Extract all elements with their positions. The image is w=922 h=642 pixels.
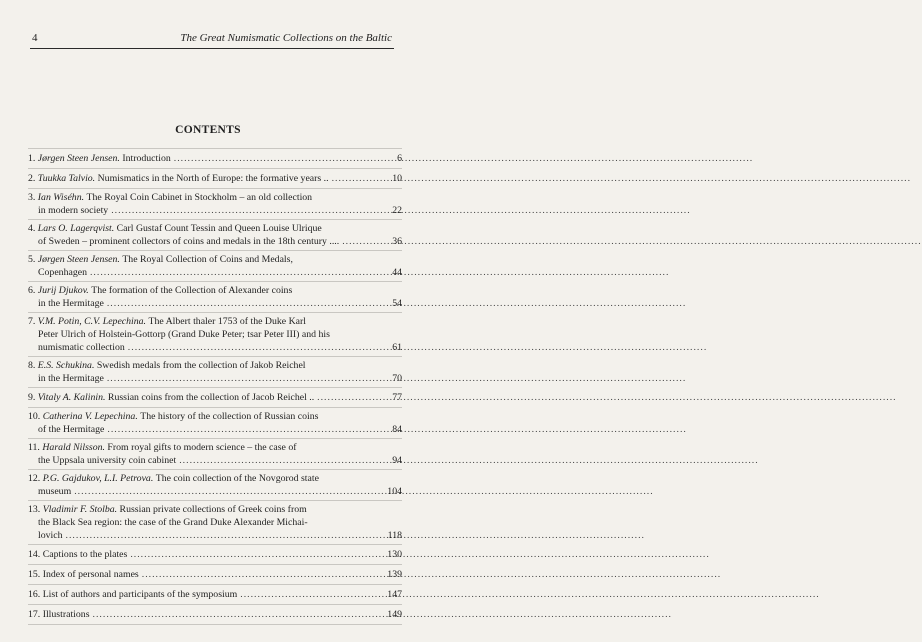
toc-entry-title: Index of personal names	[42, 569, 139, 580]
toc-entry-title: Numismatics in the North of Europe: the formative years ..	[97, 173, 329, 184]
toc-entry-line	[28, 516, 402, 529]
toc-entry-text	[28, 588, 372, 601]
toc-entry-text	[38, 454, 372, 467]
toc-entry-line	[28, 529, 402, 542]
toc-entry-text	[38, 372, 372, 385]
toc-entry-line	[28, 410, 402, 423]
toc-entry-page: 130	[387, 549, 402, 560]
toc-entry-number: 2.	[28, 173, 38, 184]
toc-entry-author: V.M. Potin, C.V. Lepechina.	[37, 316, 149, 327]
toc-entry-line	[28, 284, 402, 297]
page-number: 4	[32, 32, 38, 44]
toc-entry	[28, 407, 402, 438]
toc-entry	[28, 387, 402, 407]
toc-entry-author: Tuukka Talvio.	[37, 173, 98, 184]
toc-entry-text	[28, 608, 372, 621]
toc-entry-text	[38, 516, 372, 529]
dot-leader	[66, 529, 370, 542]
dot-leader	[93, 608, 369, 621]
toc-entry-page: 77	[392, 392, 402, 403]
toc-entry-author: Jurij Djukov.	[37, 285, 92, 296]
toc-entry	[28, 250, 402, 281]
toc-entry-title: in the Hermitage	[38, 298, 104, 309]
toc-entry-number: 16.	[28, 589, 43, 600]
toc-entry-page: 44	[392, 267, 402, 278]
toc-entry-line	[28, 328, 402, 341]
toc-entry-line	[28, 315, 402, 328]
dot-leader	[240, 588, 369, 601]
dot-leader	[179, 454, 369, 467]
toc-entry-title: List of authors and participants of the symposium	[42, 589, 238, 600]
toc-entry-page: 36	[392, 236, 402, 247]
toc-entry-page: 94	[392, 455, 402, 466]
toc-entry-text	[38, 485, 372, 498]
toc-entry-number: 13.	[28, 504, 43, 515]
dot-leader	[107, 372, 369, 385]
toc-entry-page: 139	[387, 569, 402, 580]
toc-entry-author: E.S. Schukina.	[37, 360, 97, 371]
toc-entry-title: Introduction	[122, 153, 171, 164]
toc-entry-title: of the Hermitage	[38, 424, 105, 435]
toc-entry-author: Vladimir F. Stolba.	[42, 504, 120, 515]
toc-entry-title: numismatic collection	[38, 342, 125, 353]
toc-entry-number: 6.	[28, 285, 38, 296]
toc-entry-title: The coin collection of the Novgorod state	[155, 473, 319, 484]
toc-entry-author: P.G. Gajdukov, L.I. Petrova.	[42, 473, 156, 484]
toc-entry-line	[28, 191, 402, 204]
toc-entry-author: Jørgen Steen Jensen.	[37, 153, 123, 164]
toc-entry	[28, 188, 402, 219]
toc-entry-number: 10.	[28, 411, 43, 422]
toc-entry-title: Illustrations	[42, 609, 90, 620]
toc-entry-text	[28, 503, 372, 516]
toc-entry-line	[28, 152, 402, 165]
toc-entry-text	[38, 529, 372, 542]
toc-entry-number: 9.	[28, 392, 38, 403]
toc-entry-line	[28, 441, 402, 454]
toc-entry-author: Harald Nilsson.	[42, 442, 108, 453]
dot-leader	[317, 391, 369, 404]
toc-entry-text	[28, 441, 372, 454]
toc-entry-text	[28, 253, 372, 266]
toc-entry-text	[28, 472, 372, 485]
toc-entry-line	[28, 454, 402, 467]
toc-entry-number: 4.	[28, 223, 38, 234]
toc-entry-number: 17.	[28, 609, 43, 620]
toc-entry-title: The Albert thaler 1753 of the Duke Karl	[148, 316, 306, 327]
toc-entry-line	[28, 472, 402, 485]
contents-title: CONTENTS	[175, 124, 241, 136]
toc-entry-line	[28, 548, 402, 561]
toc-entry-author: Vitaly A. Kalinin.	[37, 392, 108, 403]
toc-entry-number: 14.	[28, 549, 43, 560]
toc-entry-line	[28, 341, 402, 354]
dot-leader	[342, 235, 369, 248]
toc-entry-page: 54	[392, 298, 402, 309]
dot-leader	[107, 423, 369, 436]
toc-entry-number: 7.	[28, 316, 38, 327]
toc-entry-text	[28, 410, 372, 423]
toc-entry-number: 15.	[28, 569, 43, 580]
toc-entry-text	[38, 328, 372, 341]
dot-leader	[332, 172, 369, 185]
toc-entry-title: in the Hermitage	[38, 373, 104, 384]
toc-entry-line	[28, 568, 402, 581]
toc-entry-page: 147	[387, 589, 402, 600]
toc-entry	[28, 564, 402, 584]
toc-entry	[28, 356, 402, 387]
toc-entry-line	[28, 372, 402, 385]
toc-entry-title: the Black Sea region: the case of the Grand Duke Alexander Michai-	[38, 517, 308, 528]
dot-leader	[74, 485, 369, 498]
table-of-contents	[28, 148, 402, 625]
toc-entry-text	[28, 222, 372, 235]
toc-entry-line	[28, 204, 402, 217]
toc-entry-author: Jørgen Steen Jensen.	[37, 254, 123, 265]
toc-entry-number: 12.	[28, 473, 43, 484]
toc-entry	[28, 168, 402, 188]
toc-entry-number: 5.	[28, 254, 38, 265]
toc-entry-title: Russian coins from the collection of Jacob Reichel ..	[107, 392, 315, 403]
dot-leader	[142, 568, 369, 581]
toc-entry	[28, 500, 402, 544]
toc-entry-page: 70	[392, 373, 402, 384]
toc-entry-text	[38, 341, 372, 354]
toc-entry-text	[28, 548, 372, 561]
toc-entry-text	[38, 297, 372, 310]
toc-entry-text	[28, 152, 372, 165]
toc-entry-number: 11.	[28, 442, 43, 453]
toc-entry-page: 22	[392, 205, 402, 216]
dot-leader	[107, 297, 369, 310]
toc-entry-author: Lars O. Lagerqvist.	[37, 223, 117, 234]
toc-entry-line	[28, 253, 402, 266]
toc-entry-line	[28, 172, 402, 185]
dot-leader	[174, 152, 369, 165]
toc-entry-author: Ian Wiséhn.	[37, 192, 87, 203]
toc-entry-line	[28, 391, 402, 404]
toc-entry-line	[28, 588, 402, 601]
toc-entry-page: 61	[392, 342, 402, 353]
toc-entry-page: 118	[387, 530, 402, 541]
dot-leader	[90, 266, 369, 279]
toc-entry-title: lovich	[38, 530, 63, 541]
toc-entry	[28, 469, 402, 500]
toc-entry-title: Russian private collections of Greek coins from	[119, 504, 307, 515]
toc-entry-author: Catherina V. Lepechina.	[42, 411, 141, 422]
toc-entry-title: The formation of the Collection of Alexander coins	[91, 285, 293, 296]
toc-entry-page: 10	[392, 173, 402, 184]
toc-entry-text	[28, 284, 372, 297]
toc-entry-text	[28, 172, 372, 185]
toc-entry	[28, 584, 402, 604]
toc-entry-title: The history of the collection of Russian coins	[140, 411, 319, 422]
toc-entry-title: From royal gifts to modern science – the case of	[107, 442, 297, 453]
toc-entry	[28, 148, 402, 168]
toc-entry-line	[28, 608, 402, 621]
toc-entry-line	[28, 485, 402, 498]
toc-entry-title: in modern society	[38, 205, 109, 216]
toc-entry-number: 8.	[28, 360, 38, 371]
toc-entry-title: Captions to the plates	[42, 549, 128, 560]
toc-entry	[28, 544, 402, 564]
dot-leader	[111, 204, 369, 217]
toc-entry-text	[38, 266, 372, 279]
toc-entry-title: the Uppsala university coin cabinet	[38, 455, 177, 466]
toc-entry-line	[28, 222, 402, 235]
toc-entry-text	[28, 315, 372, 328]
toc-entry-text	[28, 359, 372, 372]
toc-entry-line	[28, 359, 402, 372]
toc-entry-text	[28, 568, 372, 581]
toc-entry-title: The Royal Coin Cabinet in Stockholm – an old collection	[86, 192, 313, 203]
toc-entry-number: 1.	[28, 153, 38, 164]
running-title: The Great Numismatic Collections on the Baltic	[180, 32, 392, 44]
toc-entry-number: 3.	[28, 192, 38, 203]
dot-leader	[128, 341, 369, 354]
toc-entry-page: 104	[387, 486, 402, 497]
toc-entry-title: museum	[38, 486, 72, 497]
toc-entry-page: 6	[397, 153, 402, 164]
toc-entry-page: 84	[392, 424, 402, 435]
toc-entry-title: of Sweden – prominent collectors of coins and medals in the 18th century ....	[38, 236, 340, 247]
toc-entry-title: The Royal Collection of Coins and Medals,	[122, 254, 293, 265]
toc-entry	[28, 438, 402, 469]
toc-entry-line	[28, 503, 402, 516]
running-header	[30, 28, 394, 49]
toc-entry-text	[28, 391, 372, 404]
toc-entry-page: 149	[387, 609, 402, 620]
toc-entry-title: Peter Ulrich of Holstein-Gottorp (Grand Duke Peter; tsar Peter III) and his	[38, 329, 330, 340]
toc-entry-line	[28, 266, 402, 279]
toc-entry-text	[28, 191, 372, 204]
dot-leader	[130, 548, 369, 561]
toc-entry-text	[38, 235, 372, 248]
toc-entry-title: Swedish medals from the collection of Jakob Reichel	[96, 360, 306, 371]
toc-entry-line	[28, 235, 402, 248]
toc-entry	[28, 219, 402, 250]
toc-entry-line	[28, 423, 402, 436]
toc-entry	[28, 312, 402, 356]
toc-entry-text	[38, 204, 372, 217]
toc-entry-line	[28, 297, 402, 310]
toc-entry-text	[38, 423, 372, 436]
toc-entry-title: Copenhagen	[38, 267, 87, 278]
toc-entry-title: Carl Gustaf Count Tessin and Queen Louise Ulrique	[116, 223, 322, 234]
toc-entry	[28, 604, 402, 625]
toc-entry	[28, 281, 402, 312]
